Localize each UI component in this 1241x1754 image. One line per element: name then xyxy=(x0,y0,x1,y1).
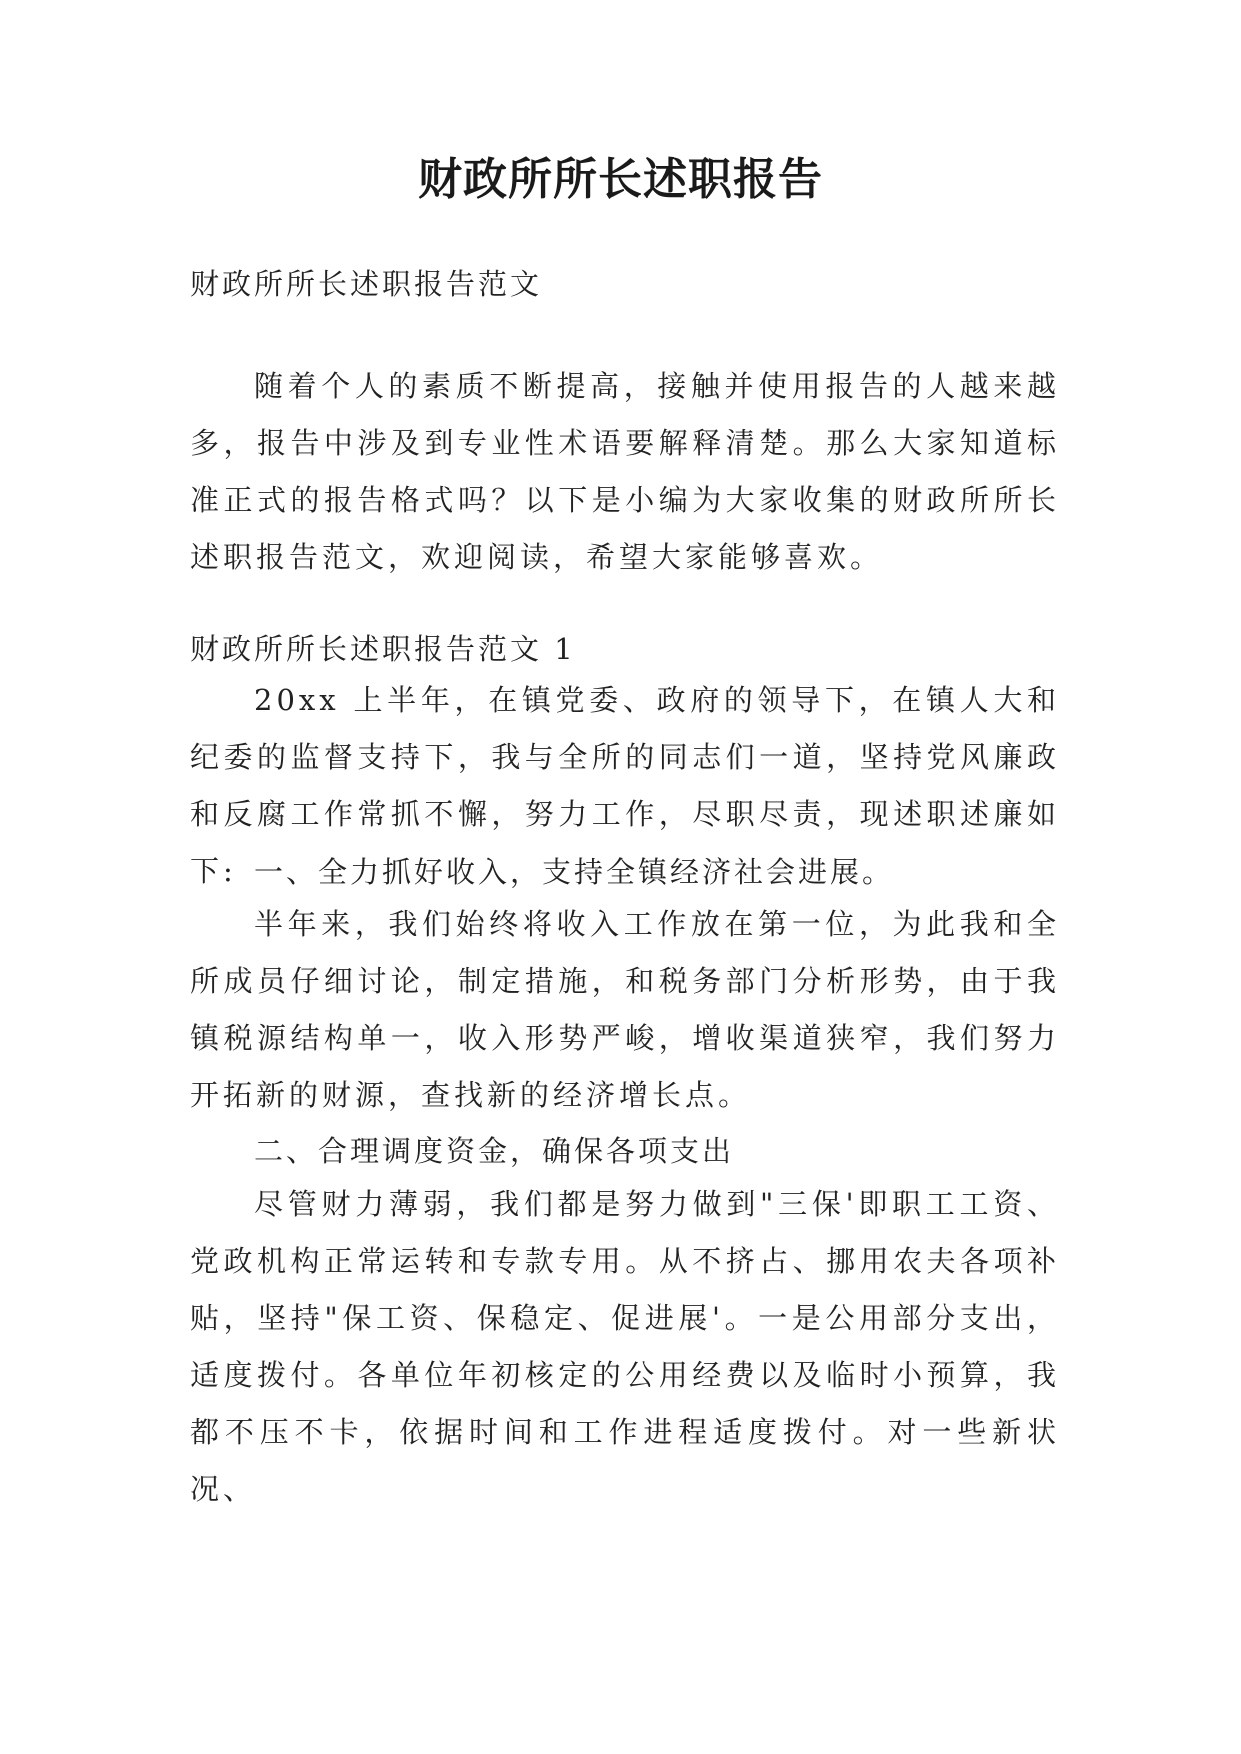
section-heading: 财政所所长述职报告范文 1 xyxy=(190,632,576,666)
intro-paragraph: 随着个人的素质不断提高，接触并使用报告的人越来越多，报告中涉及到专业性术语要解释清楚。那么大家知道标准正式的报告格式吗？以下是小编为大家收集的财政所所长述职报告范文，欢迎阅读，希望大家能够喜欢。 xyxy=(190,369,1060,574)
paragraph-1: 20xx 上半年，在镇党委、政府的领导下，在镇人大和纪委的监督支持下，我与全所的同志们一道，坚持党风廉政和反腐工作常抓不懈，努力工作，尽职尽责，现述职述廉如下: xyxy=(190,683,1060,888)
paragraph-3: 尽管财力薄弱，我们都是努力做到"三保'即职工工资、党政机构正常运转和专款专用。从不挤占、挪用农夫各项补贴，坚持"保工资、保稳定、促进展'。一是公用部分支出，适度拨付。各单位年初核定的公用经费以及临时小预算，我都不压不卡，依据时间和工作进程适度拨付。对一些新状况、 xyxy=(190,1187,1060,1506)
document-subtitle: 财政所所长述职报告范文 xyxy=(190,267,543,301)
document-title: 财政所所长述职报告 xyxy=(418,154,823,205)
heading-2: 二、合理调度资金，确保各项支出 xyxy=(254,1134,735,1168)
heading-1: 一、全力抓好收入，支持全镇经济社会进展。 xyxy=(254,855,895,889)
paragraph-2: 半年来，我们始终将收入工作放在第一位，为此我和全所成员仔细讨论，制定措施，和税务部门分析形势，由于我镇税源结构单一，收入形势严峻，增收渠道狭窄，我们努力开拓新的财源，查找新的经济增长点。 xyxy=(190,907,1060,1112)
